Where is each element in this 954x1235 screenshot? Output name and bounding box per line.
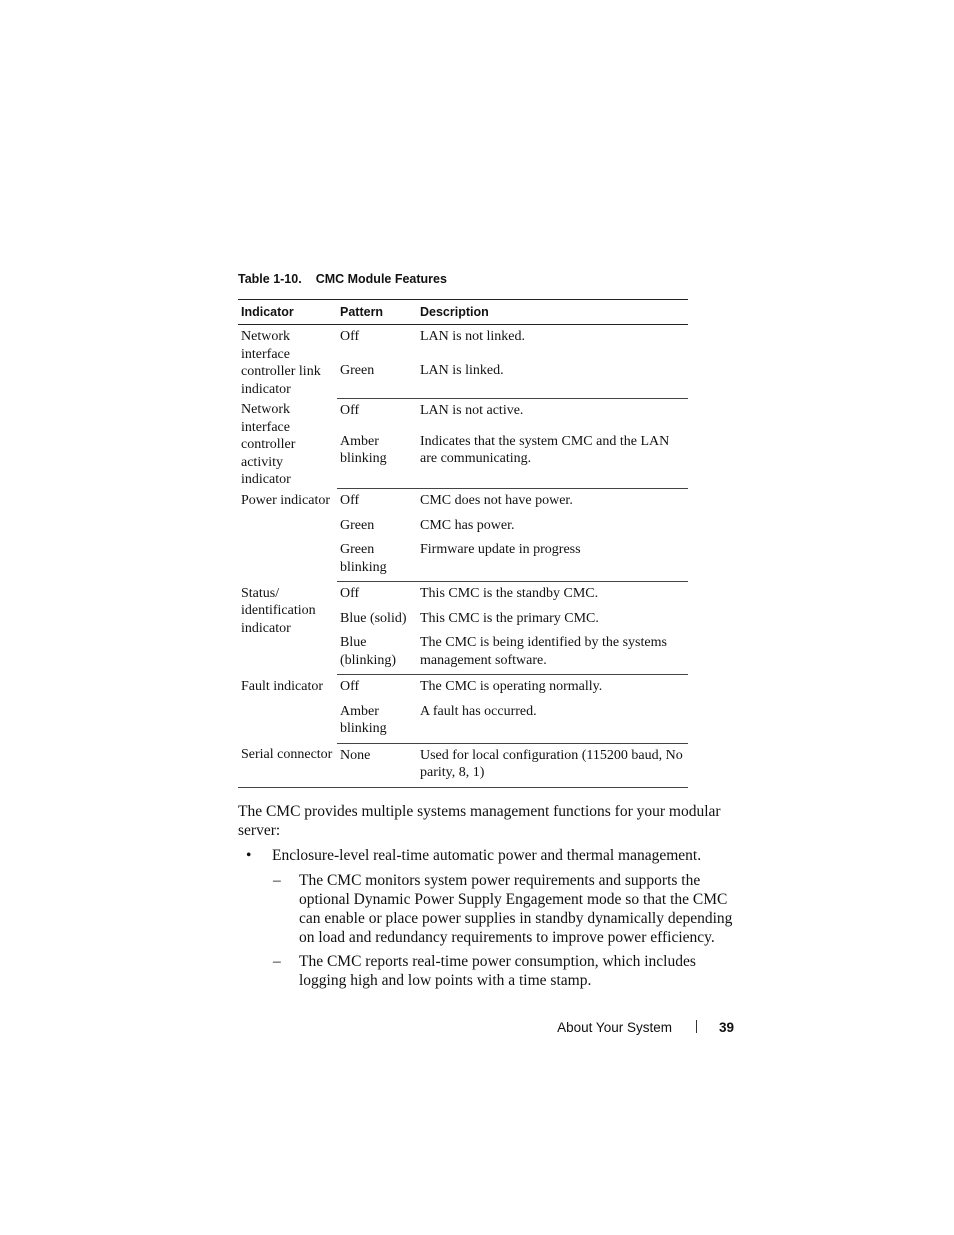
table-header-row [238,300,688,325]
pattern-cell: Off [340,493,360,508]
table-body [238,325,688,788]
description-cell: Used for local configuration (115200 baud, No parity, 8, 1) [417,743,688,787]
header-pattern: Pattern [340,304,384,319]
header-indicator: Indicator [241,304,294,319]
pattern-cell: Blue (solid) [340,610,407,626]
cmc-features-table [238,299,688,788]
sub-item-power-requirements: The CMC monitors system power requirements and supports the optional Dynamic Power Supply Engagement mode so that the CMC can enable or place power supplies in standby dynamically depending on load and redundancy requirements to improve power efficiency. [299,872,733,946]
description-cell: LAN is linked. [417,355,688,398]
pattern-cell: Green [340,517,375,533]
table-row [238,325,688,355]
description-cell: This CMC is the standby CMC. [420,586,599,601]
footer-separator [696,1020,697,1033]
indicator-cell: Status/ identification indicator [241,585,316,636]
table-caption [238,272,447,286]
description-cell: The CMC is being identified by the systems management software. [417,627,688,675]
description-cell: CMC has power. [420,517,515,533]
footer-section-title: About Your System [557,1020,672,1035]
table-caption-title: CMC Module Features [315,272,447,286]
description-cell: The CMC is operating normally. [420,679,603,694]
description-cell: Indicates that the system CMC and the LAN are communicating. [417,426,688,489]
dash-marker: – [273,872,281,889]
table-header [238,300,688,325]
pattern-cell: Green [337,355,417,398]
description-cell: Firmware update in progress [417,534,688,582]
pattern-cell: Green blinking [337,534,417,582]
description-cell: LAN is not active. [420,402,524,418]
table-row [238,582,688,603]
intro-paragraph: The CMC provides multiple systems management functions for your modular server: [238,803,721,839]
pattern-cell: Amber blinking [337,696,417,744]
dash-marker: – [273,953,281,970]
table-caption-label: Table 1-10. [238,272,302,286]
description-cell: A fault has occurred. [417,696,688,744]
indicator-cell: Network interface controller link indicator [241,329,321,397]
description-cell: This CMC is the primary CMC. [420,610,599,626]
pattern-cell: Blue (blinking) [337,627,417,675]
pattern-cell: Off [340,586,360,601]
page-number: 39 [718,1020,734,1035]
pattern-cell: Amber blinking [337,426,417,489]
sub-item-power-consumption: The CMC reports real-time power consumption, which includes logging high and low points with a time stamp. [299,953,696,989]
bullet-item: Enclosure-level real-time automatic power and thermal management. [272,847,702,864]
table-row [238,489,688,510]
page-footer [557,1020,734,1035]
pattern-cell: Off [340,329,360,344]
indicator-cell: Serial connector [238,743,337,787]
bullet-marker: • [246,847,252,864]
indicator-cell: Network interface controller activity indicator [241,402,296,487]
pattern-cell: Off [340,679,360,694]
indicator-cell: Fault indicator [241,678,324,694]
description-cell: CMC does not have power. [420,493,573,508]
description-cell: LAN is not linked. [420,329,525,344]
table-row [238,675,688,696]
table-row [238,398,688,426]
pattern-cell: None [337,743,417,787]
indicator-cell: Power indicator [241,492,331,508]
table-row [238,743,688,787]
pattern-cell: Off [340,402,360,418]
header-description: Description [420,304,489,319]
